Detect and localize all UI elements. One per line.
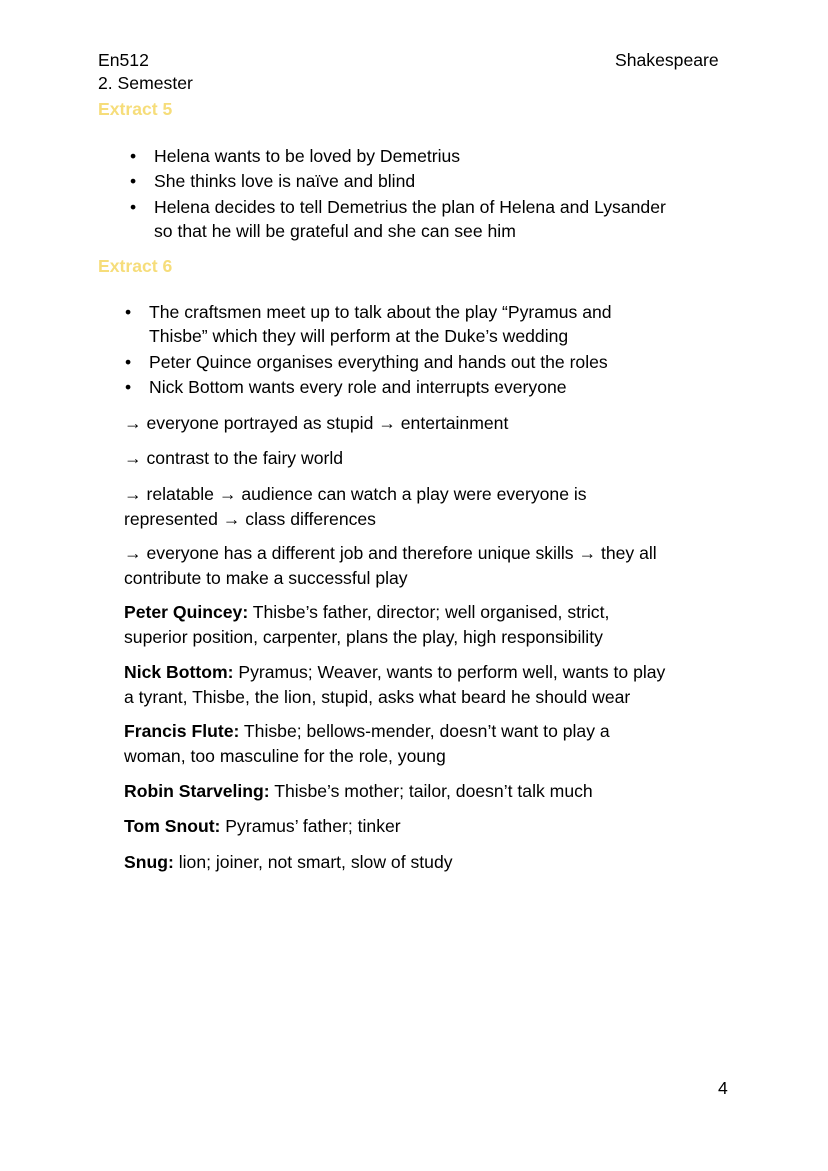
character-tom-snout: Tom Snout: Pyramus’ father; tinker [124,816,401,836]
bullet-icon: • [125,377,132,397]
character-peter-quincey: Peter Quincey: Thisbe’s father, director; well organised, strict, superior position, carpenter, plans the play, high responsibility [124,602,610,647]
arrow-note-1: → everyone portrayed as stupid → entertainment [124,413,509,433]
bullet-icon: • [130,197,137,217]
course-code: En512 [98,50,149,70]
subject-title: Shakespeare [615,50,719,70]
character-francis-flute: Francis Flute: Thisbe; bellows-mender, doesn’t want to play a woman, too masculine for the role, young [124,721,610,766]
bullet-icon: • [130,146,137,166]
character-name: Peter Quincey: [124,602,249,622]
bullet-icon: • [125,302,132,322]
character-name: Robin Starveling: [124,781,270,801]
bullet-icon: • [125,352,132,372]
semester-label: 2. Semester [98,73,193,93]
character-name: Nick Bottom: [124,662,234,682]
character-name: Snug: [124,852,174,872]
character-name: Francis Flute: [124,721,240,741]
arrow-note-4: → everyone has a different job and therefore unique skills → they all contribute to make a successful play [124,543,657,588]
character-robin-starveling: Robin Starveling: Thisbe’s mother; tailor, doesn’t talk much [124,781,593,801]
extract-6-heading: Extract 6 [98,256,173,276]
arrow-note-3: → relatable → audience can watch a play were everyone is represented → class differences [124,484,587,529]
character-snug: Snug: lion; joiner, not smart, slow of study [124,852,453,872]
character-nick-bottom: Nick Bottom: Pyramus; Weaver, wants to perform well, wants to play a tyrant, Thisbe, the lion, stupid, asks what beard he should wear [124,662,666,707]
extract-5-heading: Extract 5 [98,99,173,119]
character-name: Tom Snout: [124,816,221,836]
page-number: 4 [718,1078,728,1098]
bullet-icon: • [130,171,137,191]
arrow-note-2: → contrast to the fairy world [124,448,344,468]
